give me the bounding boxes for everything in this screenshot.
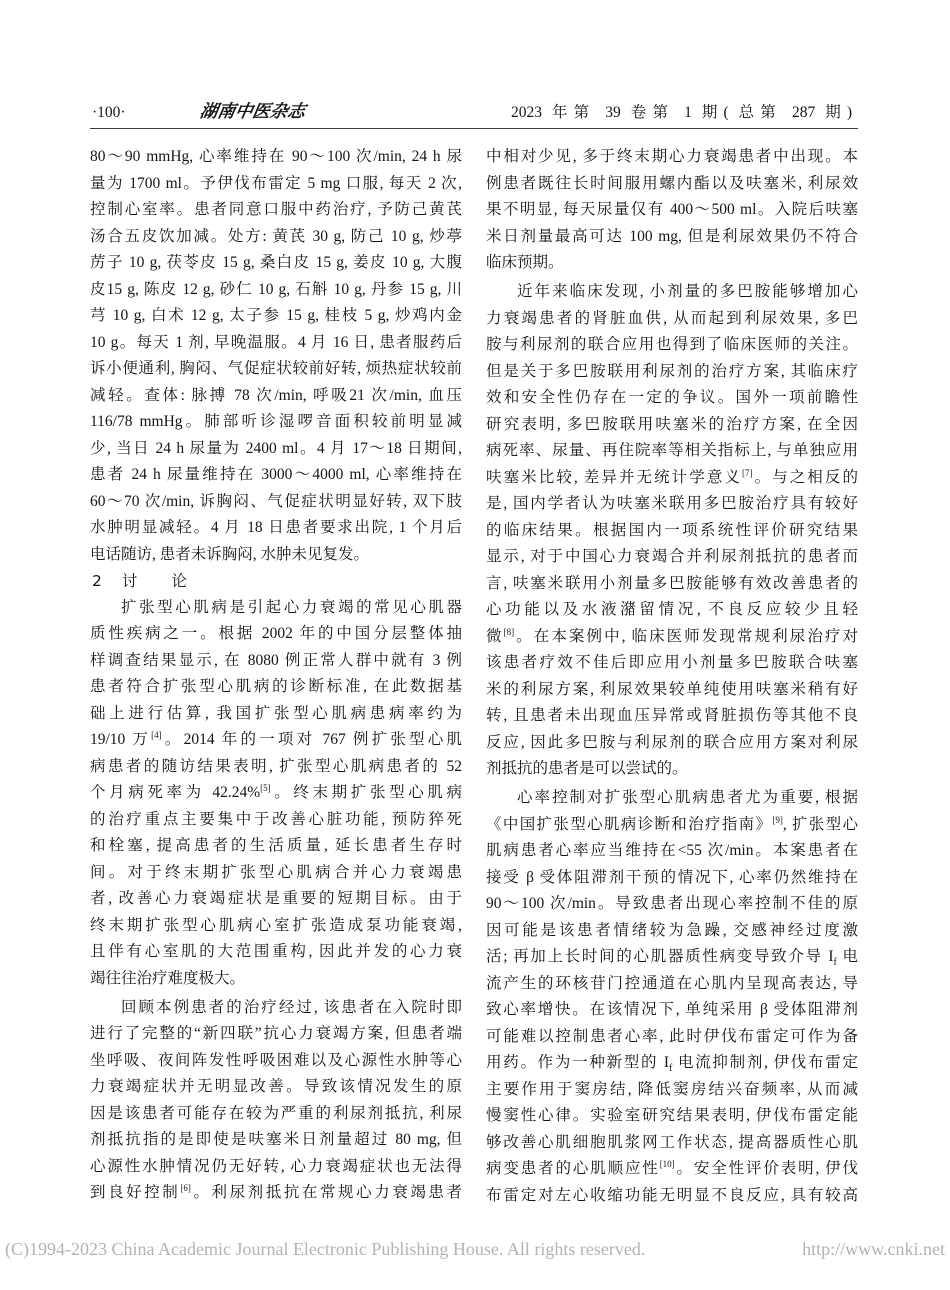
text-line [486, 1050, 858, 1077]
text-line: 转, 且患者未出现血压异常或肾脏损伤等其他不良 [486, 707, 858, 724]
journal-logo: 湖南中医杂志 [198, 102, 307, 122]
text-line: 皮15 g, 陈皮 12 g, 砂仁 10 g, 石斛 10 g, 丹参 15 g, 川 [90, 280, 462, 298]
text-line: 力衰竭症状并无明显改善。导致该情况发生的原 [90, 1078, 462, 1095]
text-line: 反应, 因此多巴胺与利尿剂的联合应用方案对利尿 [486, 733, 858, 751]
text-line: 致心率增快。在该情况下, 单纯采用 β 受体阻滞剂 [486, 1001, 858, 1018]
text-line: 间。对于终末期扩张型心肌病合并心力衰竭患 [90, 863, 462, 881]
paragraph [486, 279, 858, 783]
paragraph [90, 595, 462, 993]
text-line: 10 g。每天 1 剂, 早晚温服。4 月 16 日, 患者服药后 [90, 333, 462, 351]
text-segment: 。2014 年的一项对 767 例扩张型心肌 [161, 731, 462, 748]
text-segment: 19/10 万 [90, 731, 152, 748]
text-segment: 到良好控制 [90, 1184, 181, 1201]
text-line: 显示, 对于中国心力衰竭合并利尿剂抵抗的患者而 [486, 548, 858, 565]
text-segment: 个月病死率为 42.24% [90, 784, 261, 801]
text-line: 病死率、尿量、再住院率等相关指标上, 与单独应用 [486, 442, 858, 459]
text-line: 胺与利尿剂的联合应用也得到了临床医师的关注。 [486, 336, 858, 353]
text-line: 心率控制对扩张型心肌病患者尤为重要, 根据 [517, 789, 858, 806]
text-line: 减轻。查体: 脉搏 78 次/min, 呼吸21 次/min, 血压 [90, 386, 462, 404]
text-line [486, 1156, 858, 1183]
header-rule [90, 128, 858, 129]
text-line: 中相对少见, 多于终末期心力衰竭患者中出现。本 [486, 148, 858, 165]
text-line: 回顾本例患者的治疗经过, 该患者在入院时即 [121, 998, 462, 1016]
issue-info: 2023 年第 39 卷第 1 期( 总第 287 期) [511, 104, 852, 121]
text-line: 研究表明, 多巴胺联用呋塞米的治疗方案, 在全因 [486, 415, 858, 433]
text-line: 近年来临床发现, 小剂量的多巴胺能够增加心 [517, 283, 858, 300]
text-line: 接受 β 受体阻滞剂干预的情况下, 心率仍然维持在 [486, 868, 858, 886]
text-segment: 微 [486, 627, 504, 645]
text-line: 果不明显, 每天尿量仅有 400～500 ml。入院后呋塞 [486, 201, 858, 218]
text-line: 是, 国内学者认为呋塞米联用多巴胺治疗具有较好 [486, 495, 858, 512]
text-line: 少, 当日 24 h 尿量为 2400 ml。4 月 17～18 日期间, [90, 439, 462, 457]
text-line: 进行了完整的“新四联”抗心力衰竭方案, 但患者端 [90, 1025, 462, 1042]
text-line: 可能难以控制患者心率, 此时伊伐布雷定可作为备 [486, 1027, 858, 1045]
text-line: 例患者既往长时间服用螺内酯以及呋塞米, 利尿效 [486, 174, 858, 192]
text-segment: 。在本案例中, 临床医师发现常规利尿治疗对 [514, 627, 858, 645]
text-line: 该患者疗效不佳后即应用小剂量多巴胺联合呋塞 [486, 654, 858, 671]
text-line: 坐呼吸、夜间阵发性呼吸困难以及心源性水肿等心 [90, 1051, 462, 1069]
text-line: 言, 呋塞米联用小剂量多巴胺能够有效改善患者的 [486, 574, 858, 592]
citation-superscript: [7] [741, 467, 753, 478]
text-line: 量为 1700 ml。予伊伐布雷定 5 mg 口服, 每天 2 次, [90, 174, 462, 192]
text-segment: 。终末期扩张型心肌病 [270, 784, 462, 801]
text-line: 主要作用于窦房结, 降低窦房结兴奋频率, 从而减 [486, 1080, 858, 1098]
text-line [486, 624, 858, 651]
text-line: 患者符合扩张型心肌病的诊断标准, 在此数据基 [90, 678, 462, 695]
paragraph [486, 785, 858, 1209]
text-line: 诉小便通利, 胸闷、气促症状较前好转, 烦热症状较前 [90, 360, 462, 377]
text-line: 剂抵抗的患者是可以尝试的。 [486, 760, 688, 777]
citation-superscript: [8] [503, 626, 515, 637]
text-line: 和栓塞, 提高患者的生活质量, 延长患者生存时 [90, 837, 462, 854]
footer-url: http://www.cnki.net [802, 1239, 945, 1259]
text-line: 心功能以及水液潴留情况, 不良反应较少且轻 [486, 601, 858, 618]
copyright-notice: (C)1994-2023 China Academic Journal Electronic Publishing House. All rights reserved. [5, 1239, 646, 1259]
text-line: 80～90 mmHg, 心率维持在 90～100 次/min, 24 h 尿 [90, 148, 462, 165]
text-line: 电话随访, 患者未诉胸闷, 水肿未见复发。 [90, 545, 370, 563]
section-heading [90, 568, 462, 595]
text-line: 水肿明显减轻。4 月 18 日患者要求出院, 1 个月后 [90, 519, 462, 536]
text-line: 效和安全性仍存在一定的争议。国外一项前瞻性 [486, 389, 858, 406]
text-line: 90～100 次/min。导致患者出现心率控制不佳的原 [486, 895, 858, 912]
subscript: f [669, 1063, 673, 1075]
text-line: 样调查结果显示, 在 8080 例正常人群中就有 3 例 [90, 651, 462, 669]
text-segment: 。安全性评价表明, 伊伐 [674, 1160, 858, 1177]
text-line [486, 812, 858, 839]
text-segment: 电 [836, 948, 858, 965]
text-line [486, 465, 858, 492]
text-line: 芎 10 g, 白术 12 g, 太子参 15 g, 桂枝 5 g, 炒鸡内金 [90, 307, 462, 324]
paragraph [90, 995, 462, 1207]
paragraph [90, 144, 462, 568]
text-line: 剂抵抗指的是即使是呋塞米日剂量超过 80 mg, 但 [90, 1131, 462, 1148]
text-line: 临床预期。 [486, 254, 564, 271]
text-line: 但是关于多巴胺联用利尿剂的治疗方案, 其临床疗 [486, 362, 858, 380]
text-line: 患者 24 h 尿量维持在 3000～4000 ml, 心率维持在 [90, 466, 462, 483]
text-line: 扩张型心肌病是引起心力衰竭的常见心肌器 [121, 598, 462, 616]
text-line [90, 727, 462, 754]
text-segment: , 扩张型心 [782, 815, 858, 833]
footer [5, 1238, 945, 1260]
citation-superscript: [6] [180, 1182, 191, 1193]
text-line: 终末期扩张型心肌病心室扩张造成泵功能衰竭, [90, 916, 462, 934]
citation-superscript: [9] [772, 814, 783, 825]
text-line: 肌病患者心率应当维持在<55 次/min。本案患者在 [486, 842, 858, 859]
text-line: 础上进行估算, 我国扩张型心肌病患病率约为 [90, 704, 462, 722]
right-column [486, 144, 858, 1209]
text-line: 质性疾病之一。根据 2002 年的中国分层整体抽 [90, 625, 462, 642]
text-line: 汤合五皮饮加减。处方: 黄芪 30 g, 防己 10 g, 炒葶 [90, 227, 462, 245]
text-line: 够改善心肌细胞肌浆网工作状态, 提高器质性心肌 [486, 1133, 858, 1151]
text-segment: 。与之相反的 [752, 468, 858, 486]
text-line: 因是该患者可能存在较为严重的利尿剂抵抗, 利尿 [90, 1104, 462, 1122]
text-line: 者, 改善心力衰竭症状是重要的短期目标。由于 [90, 890, 462, 907]
section-title: 讨论 [121, 572, 221, 590]
text-line: 米日剂量最高可达 100 mg, 但是利尿效果仍不符合 [486, 227, 858, 245]
citation-superscript: [4] [151, 729, 162, 740]
text-line [486, 944, 858, 971]
left-column [90, 144, 462, 1207]
text-segment: 活; 再加上长时间的心肌器质性病变导致介导 I [486, 948, 834, 965]
text-line: 竭往往治疗难度极大。 [90, 969, 246, 987]
text-segment: 。利尿剂抵抗在常规心力衰竭患者 [190, 1184, 462, 1201]
text-line: 力衰竭患者的肾脏血供, 从而起到利尿效果, 多巴 [486, 309, 858, 327]
citation-superscript: [5] [260, 782, 271, 793]
text-line: 控制心室率。患者同意口服中药治疗, 予防己黄芪 [90, 201, 462, 218]
citation-superscript: [10] [659, 1158, 675, 1169]
text-line: 且伴有心室肌的大范围重构, 因此并发的心力衰 [90, 943, 462, 960]
text-segment: 用药。作为一种新型的 I [486, 1054, 670, 1071]
text-segment: 呋塞米比较, 差异并无统计学意义 [486, 468, 742, 486]
page-number: ·100· [92, 104, 126, 121]
text-line: 因可能是该患者情绪较为急躁, 交感神经过度激 [486, 921, 858, 939]
text-line: 米的利尿方案, 利尿效果较单纯使用呋塞米稍有好 [486, 680, 858, 698]
subscript: f [833, 957, 837, 969]
text-segment: 电流抑制剂, 伊伐布雷定 [672, 1054, 858, 1071]
text-segment: 《中国扩张型心肌病诊断和治疗指南》 [486, 815, 773, 833]
text-line: 的治疗重点主要集中于改善心脏功能, 预防猝死 [90, 810, 462, 828]
section-number: 2 [92, 572, 102, 590]
text-line: 病患者的随访结果表明, 扩张型心肌病患者的 52 [90, 757, 462, 775]
text-line [90, 1180, 462, 1207]
text-line: 60～70 次/min, 诉胸闷、气促症状明显好转, 双下肢 [90, 492, 462, 510]
text-line: 116/78 mmHg。肺部听诊湿啰音面积较前明显减 [90, 413, 462, 430]
text-line: 心源性水肿情况仍无好转, 心力衰竭症状也无法得 [90, 1157, 462, 1175]
text-segment: 病变患者的心肌顺应性 [486, 1160, 660, 1177]
text-line: 流产生的环核苷门控通道在心肌内呈现高表达, 导 [486, 974, 858, 992]
text-line: 苈子 10 g, 茯苓皮 15 g, 桑白皮 15 g, 姜皮 10 g, 大腹 [90, 254, 462, 271]
text-line: 的临床结果。根据国内一项系统性评价研究结果 [486, 521, 858, 539]
paragraph [486, 144, 858, 277]
text-line [90, 780, 462, 807]
text-line: 布雷定对左心收缩功能无明显不良反应, 具有较高 [486, 1186, 858, 1204]
text-line: 慢窦性心律。实验室研究结果表明, 伊伐布雷定能 [486, 1107, 858, 1124]
